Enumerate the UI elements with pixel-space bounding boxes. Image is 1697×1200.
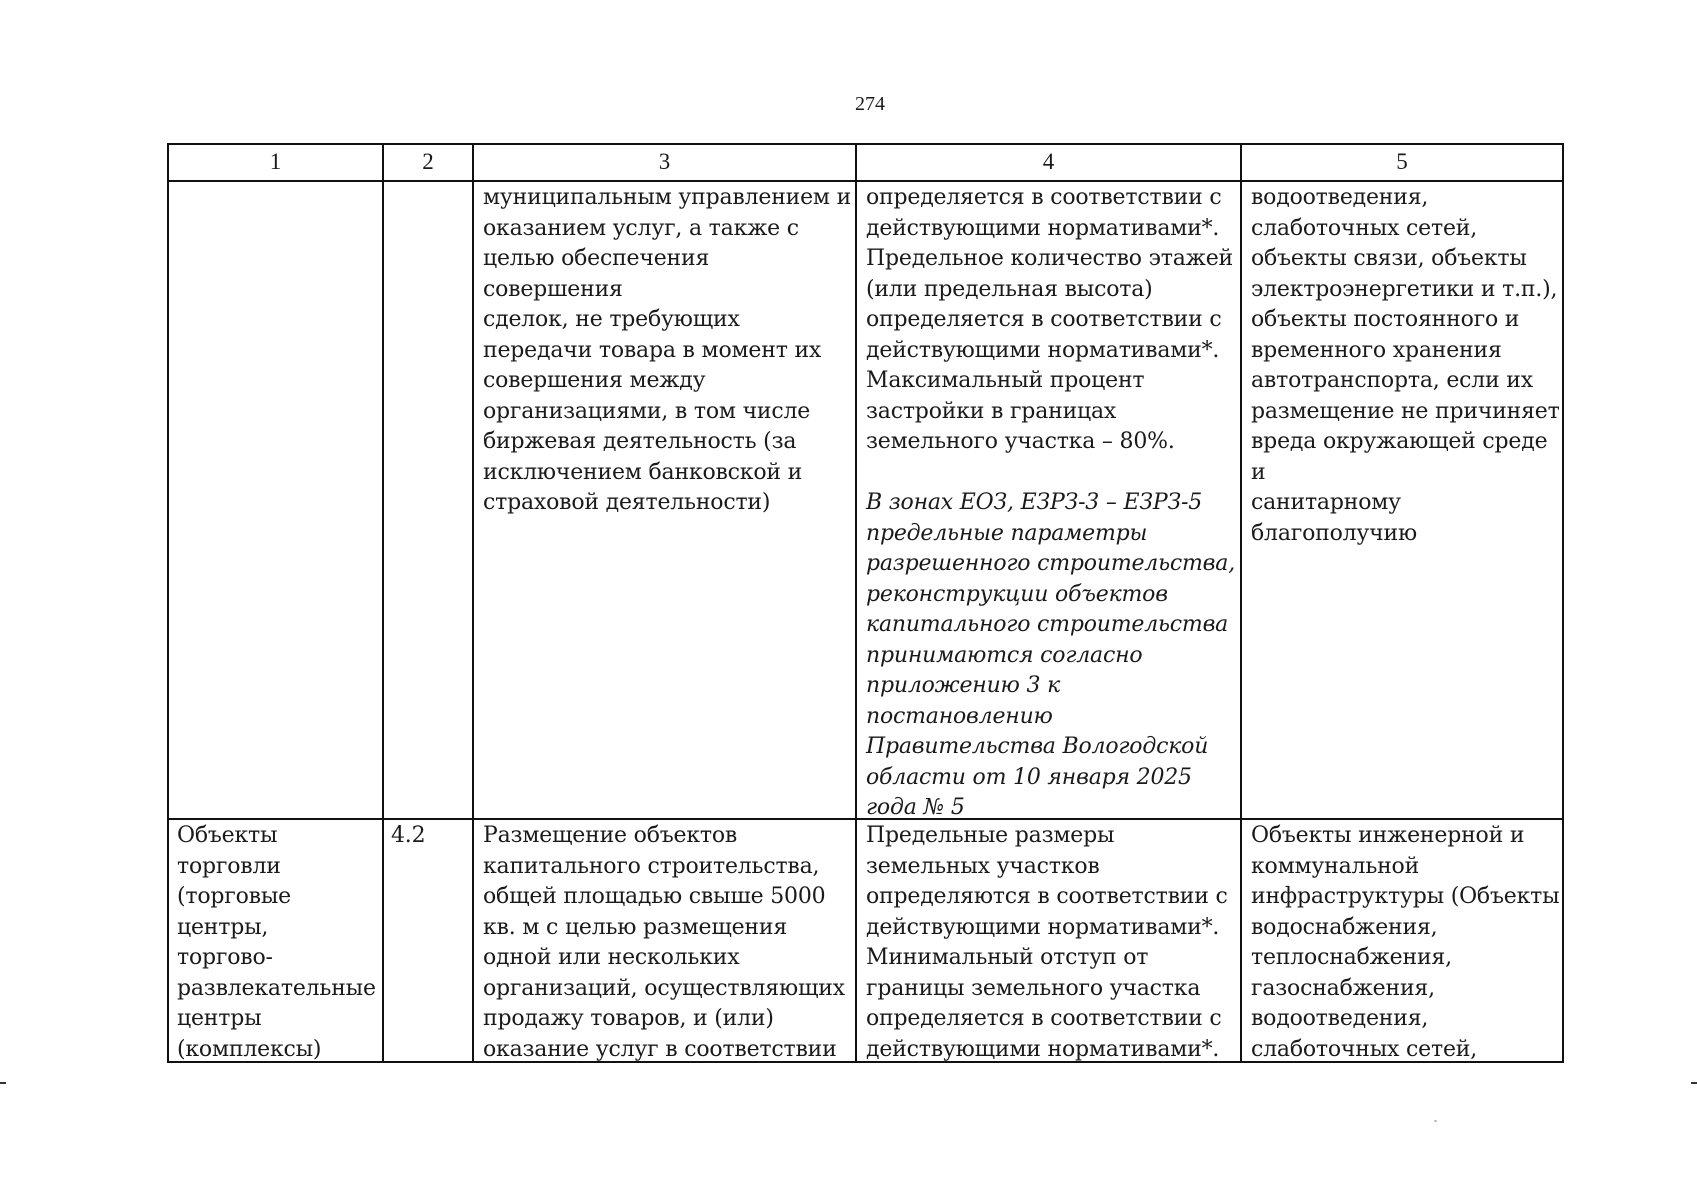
header-col-1: 1: [269, 149, 282, 174]
header-col-3: 3: [658, 149, 671, 174]
continued-row-col4-italic-note: В зонах ЕОЗ, ЕЗРЗ-3 – ЕЗРЗ-5 предельные параметры разрешенного строительства, реконструкции объектов капитального строительства принимаются согласно приложению 3 к постановлению Правительства Вологодской области от 10 января 2025 года № 5: [866, 490, 1235, 820]
trade-row-col5-auxiliary: Объекты инженерной и коммунальной инфраструктуры (Объекты водоснабжения, теплоснабжения, газоснабжения, водоотведения, слаботочных сетей,: [1251, 823, 1560, 1062]
header-col-5: 5: [1396, 149, 1408, 174]
continued-row-col5-text: водоотведения, слаботочных сетей, объекты связи, объекты электроэнергетики и т.п.), объекты постоянного и временного хранения автотранспорта, если их размещение не причиняет вреда окружающей среде и санитарному благополучию: [1251, 185, 1560, 546]
scan-speck: [1434, 1120, 1437, 1122]
continued-row-col4-text: определяется в соответствии с действующими нормативами*. Предельное количество этажей (или предельная высота) определяется в соответствии с действующими нормативами*. Максимальный процент застройки в границах земельного участка – 80%.: [866, 185, 1233, 454]
trade-row-col4-parameters: Предельные размеры земельных участков определяются в соответствии с действующими нормативами*. Минимальный отступ от границы земельного участка определяется в соответствии с действующими нормативами*.: [866, 823, 1228, 1062]
column-divider-3: [855, 145, 857, 1061]
column-divider-4: [1240, 145, 1242, 1061]
trade-row-col3-description: Размещение объектов капитального строительства, общей площадью свыше 5000 кв. м с целью размещения одной или нескольких организаций, осуществляющих продажу товаров, и (или) оказание услуг в соответствии: [483, 823, 845, 1062]
header-row-divider: [169, 180, 1562, 182]
page-number: 274: [855, 93, 885, 115]
column-divider-1: [382, 145, 384, 1061]
scan-edge-mark-right: [1691, 1082, 1697, 1084]
trade-row-col2-code: 4.2: [391, 823, 426, 848]
continued-row-col3-text: муниципальным управлением и оказанием услуг, а также с целью обеспечения совершения сделок, не требующих передачи товара в момент их совершения между организациями, в том числе биржевая деятельность (за исключением банковской и страховой деятельности): [483, 185, 852, 515]
header-col-4: 4: [1042, 149, 1055, 174]
scan-edge-mark-left: [0, 1082, 6, 1084]
column-divider-2: [472, 145, 474, 1061]
header-col-2: 2: [422, 149, 434, 174]
document-table: [167, 143, 1564, 1063]
trade-row-col1-name: Объекты торговли (торговые центры, торгово- развлекательные центры (комплексы): [177, 823, 376, 1062]
